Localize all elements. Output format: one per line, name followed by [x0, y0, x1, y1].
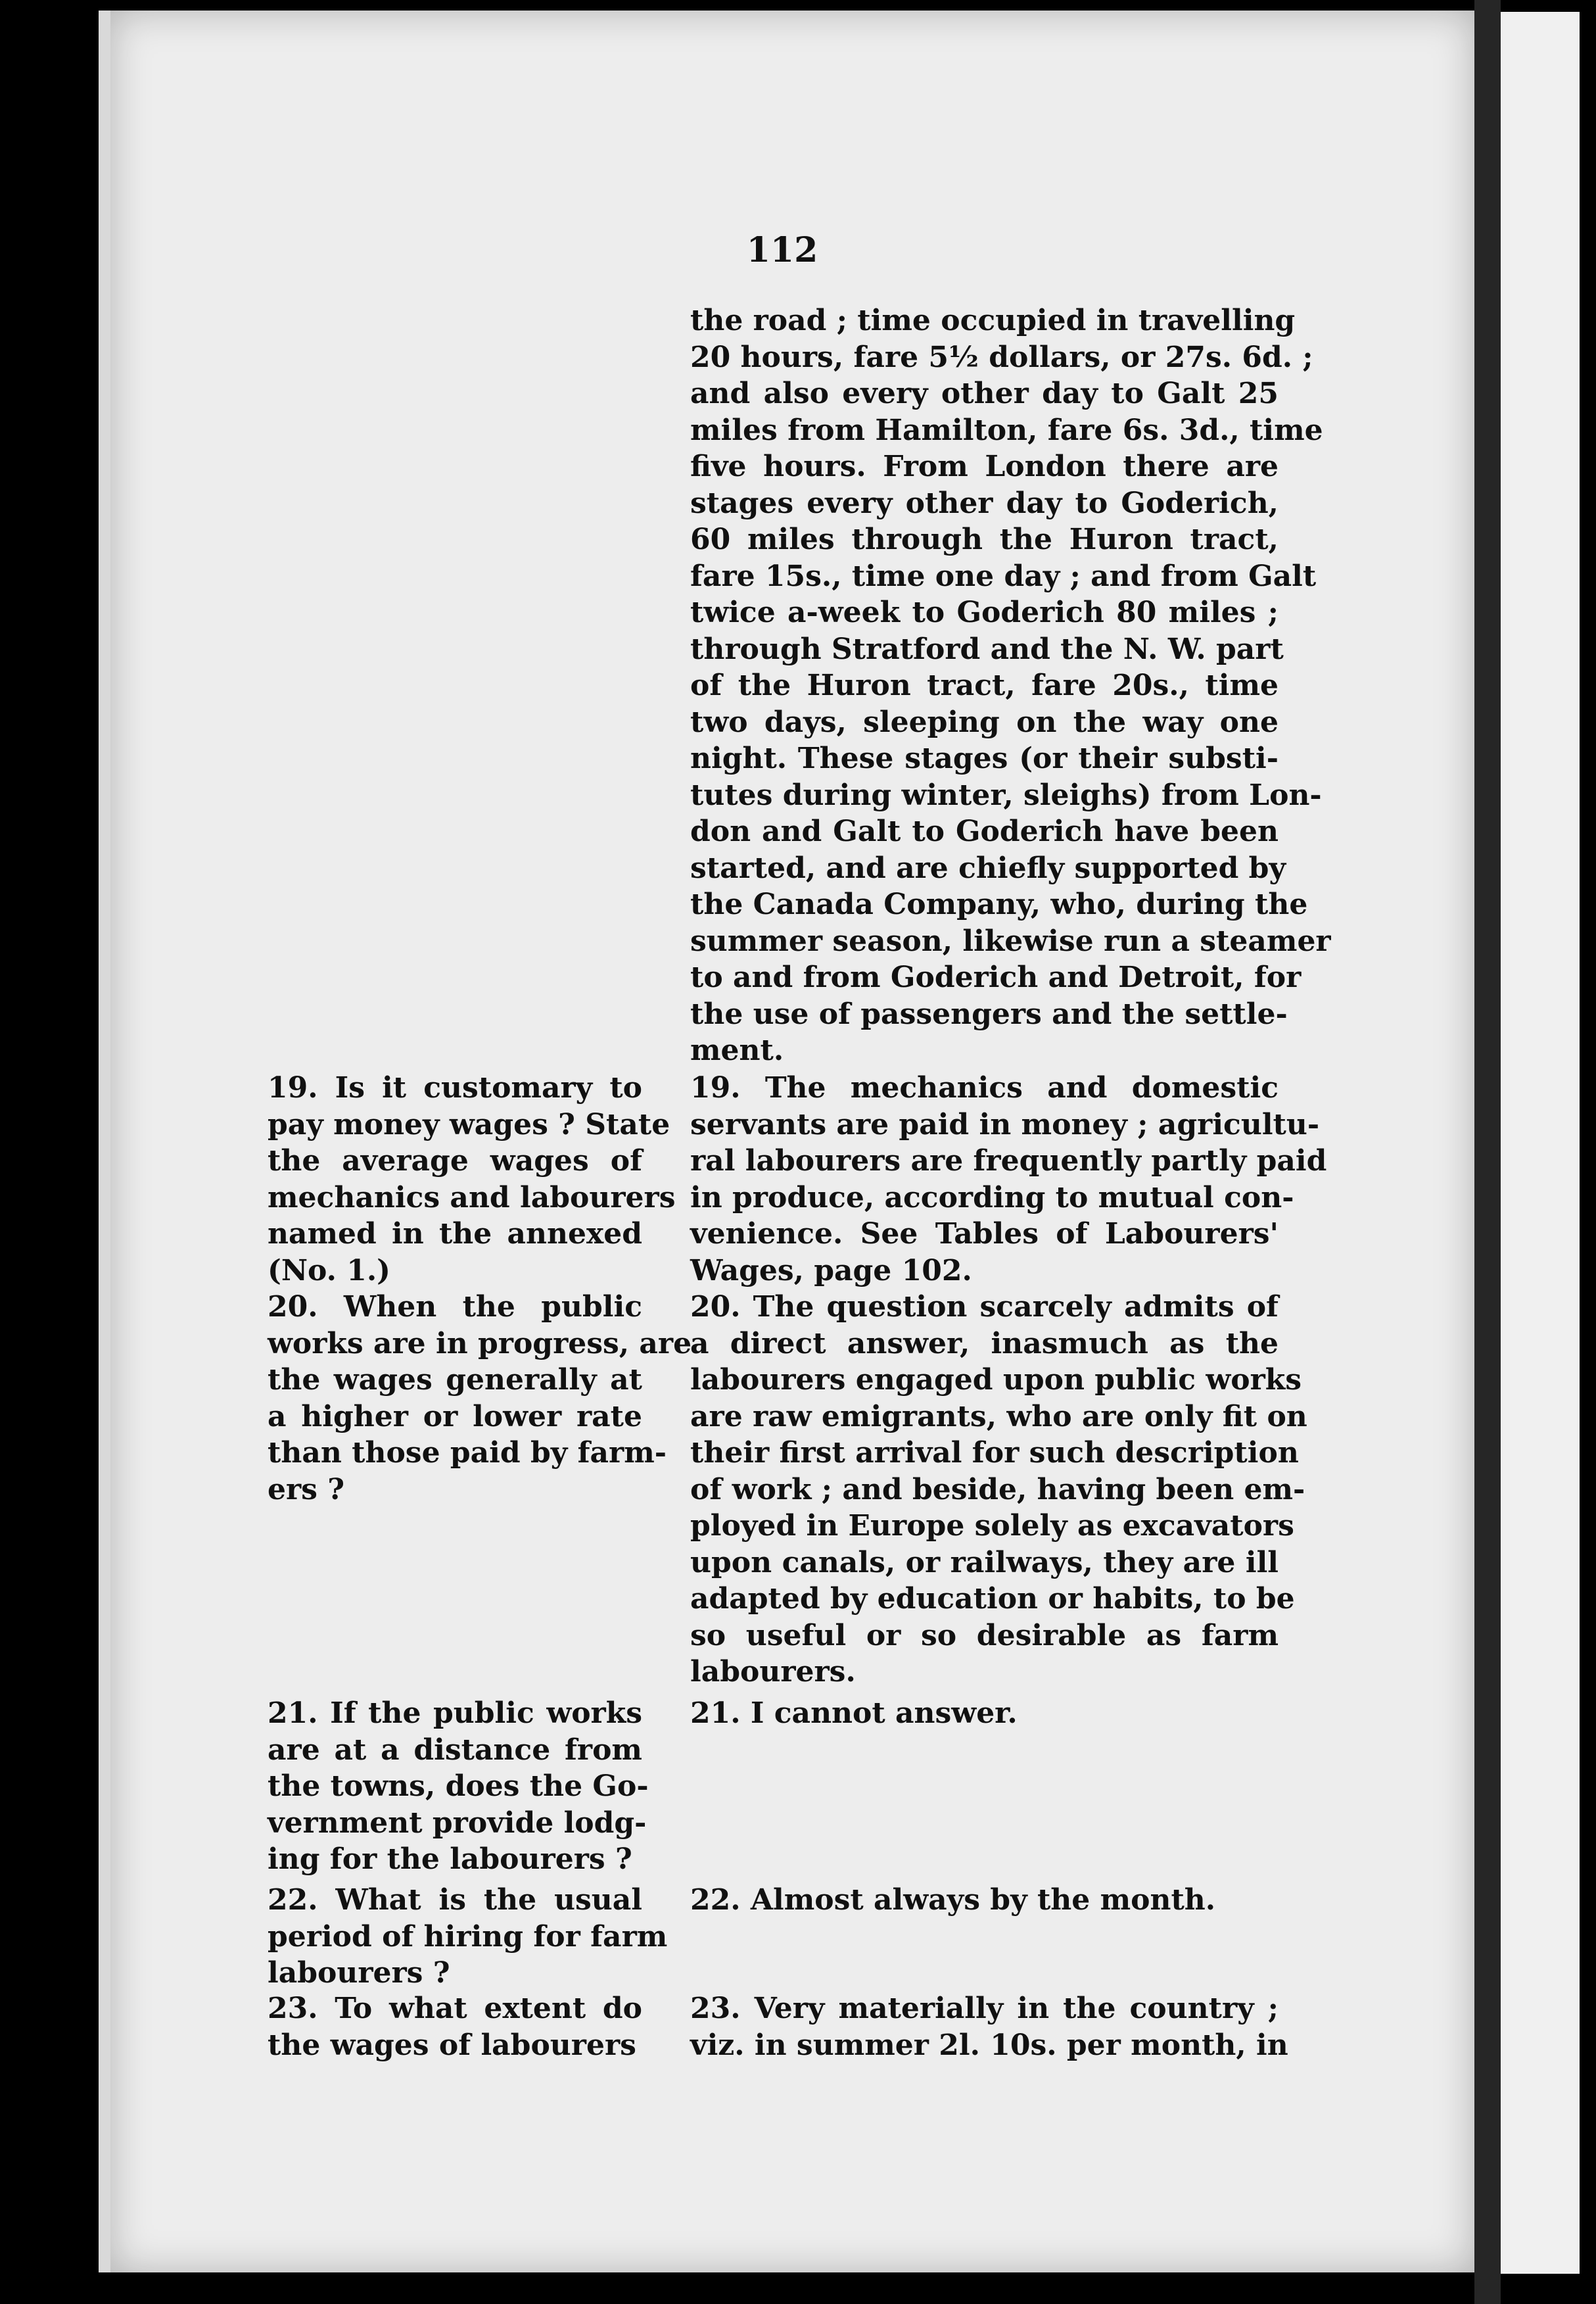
- page-number: 112: [746, 230, 818, 270]
- text-line: ing for the labourers ?: [268, 1842, 632, 1876]
- text-line: the Canada Company, who, during the: [690, 888, 1308, 921]
- answer-text: [690, 1695, 1279, 1732]
- answer-20: [690, 1289, 1307, 1691]
- text-line: 19. Is it customary to: [268, 1071, 642, 1105]
- text-line: viz. in summer 2l. 10s. per month, in: [690, 2028, 1288, 2062]
- text-line: ployed in Europe solely as excavators: [690, 1509, 1294, 1543]
- text-line: night. These stages (or their substi-: [690, 742, 1279, 775]
- text-line: a higher or lower rate: [268, 1399, 642, 1433]
- text-line: and also every other day to Galt 25: [690, 377, 1279, 410]
- text-line: the average wages of: [268, 1144, 642, 1178]
- question-text: [268, 1882, 668, 1992]
- text-line: through Stratford and the N. W. part: [690, 632, 1284, 666]
- text-line: are raw emigrants, who are only fit on: [690, 1399, 1307, 1433]
- answer-23: [690, 1990, 1288, 2063]
- text-line: the road ; time occupied in travelling: [690, 304, 1296, 337]
- text-line: vernment provide lodg-: [268, 1806, 647, 1840]
- answer-21: [690, 1695, 1279, 1732]
- question-22: [268, 1882, 668, 1992]
- text-line: 20. The question scarcely admits of: [690, 1290, 1279, 1324]
- answer-19: [690, 1070, 1327, 1289]
- text-line: 23. Very materially in the country ;: [690, 1992, 1279, 2025]
- text-line: venience. See Tables of Labourers': [690, 1217, 1279, 1251]
- answer-text: [690, 1070, 1327, 1289]
- text-line: adapted by education or habits, to be: [690, 1582, 1295, 1616]
- answer-text: [690, 1882, 1279, 1919]
- text-line: upon canals, or railways, they are ill: [690, 1545, 1279, 1579]
- text-line: five hours. From London there are: [690, 450, 1279, 483]
- text-line: pay money wages ? State: [268, 1107, 670, 1141]
- text-line: mechanics and labourers: [268, 1180, 676, 1214]
- question-text: [268, 1990, 642, 2063]
- question-text: [268, 1289, 692, 1508]
- answer-22: [690, 1882, 1279, 1919]
- text-line: ers ?: [268, 1472, 345, 1506]
- text-line: of work ; and beside, having been em-: [690, 1472, 1305, 1506]
- facing-page-edge: [1501, 12, 1580, 2274]
- question-23: [268, 1990, 642, 2063]
- question-21: [268, 1695, 649, 1878]
- text-line: stages every other day to Goderich,: [690, 486, 1279, 520]
- text-line: labourers engaged upon public works: [690, 1363, 1302, 1397]
- page-gutter: [1474, 0, 1501, 2304]
- text-line: labourers ?: [268, 1956, 450, 1990]
- text-line: the towns, does the Go-: [268, 1769, 649, 1803]
- text-line: 22. Almost always by the month.: [690, 1883, 1216, 1917]
- text-line: two days, sleeping on the way one: [690, 705, 1279, 739]
- text-line: 21. If the public works: [268, 1696, 642, 1730]
- page-left-edge: [99, 11, 110, 2272]
- text-line: tutes during winter, sleighs) from Lon-: [690, 778, 1322, 812]
- text-line: twice a-week to Goderich 80 miles ;: [690, 596, 1279, 629]
- text-line: labourers.: [690, 1655, 856, 1689]
- text-line: works are in progress, are: [268, 1326, 692, 1360]
- text-line: don and Galt to Goderich have been: [690, 815, 1279, 848]
- text-line: 21. I cannot answer.: [690, 1696, 1018, 1730]
- text-line: are at a distance from: [268, 1733, 642, 1767]
- text-line: named in the annexed: [268, 1217, 642, 1251]
- text-line: miles from Hamilton, fare 6s. 3d., time: [690, 413, 1323, 447]
- text-line: a direct answer, inasmuch as the: [690, 1326, 1279, 1360]
- text-line: the use of passengers and the settle-: [690, 997, 1288, 1031]
- text-line: servants are paid in money ; agricultu-: [690, 1107, 1320, 1141]
- continuation-paragraph: [690, 302, 1331, 1069]
- question-19: [268, 1070, 676, 1289]
- question-text: [268, 1695, 649, 1878]
- answer-text: [690, 1990, 1288, 2063]
- question-20: [268, 1289, 692, 1508]
- text-line: so useful or so desirable as farm: [690, 1618, 1279, 1652]
- text-line: Wages, page 102.: [690, 1253, 972, 1287]
- text-line: the wages generally at: [268, 1363, 642, 1397]
- text-line: 20. When the public: [268, 1290, 642, 1324]
- answer-text: [690, 1289, 1307, 1691]
- text-line: 60 miles through the Huron tract,: [690, 523, 1279, 556]
- text-line: 20 hours, fare 5½ dollars, or 27s. 6d. ;: [690, 340, 1313, 374]
- text-line: period of hiring for farm: [268, 1919, 668, 1954]
- text-line: to and from Goderich and Detroit, for: [690, 961, 1302, 994]
- continuation-text: [690, 302, 1331, 1069]
- text-line: ral labourers are frequently partly paid: [690, 1144, 1327, 1178]
- text-line: the wages of labourers: [268, 2028, 636, 2062]
- text-line: their first arrival for such description: [690, 1436, 1299, 1470]
- text-line: than those paid by farm-: [268, 1436, 667, 1470]
- text-line: 19. The mechanics and domestic: [690, 1071, 1279, 1105]
- text-line: ment.: [690, 1034, 784, 1067]
- text-line: (No. 1.): [268, 1253, 390, 1287]
- text-line: fare 15s., time one day ; and from Galt: [690, 559, 1317, 593]
- text-line: started, and are chiefly supported by: [690, 851, 1286, 885]
- text-line: in produce, according to mutual con-: [690, 1180, 1294, 1214]
- text-line: 23. To what extent do: [268, 1992, 642, 2025]
- text-line: summer season, likewise run a steamer: [690, 924, 1331, 958]
- text-line: 22. What is the usual: [268, 1883, 642, 1917]
- question-text: [268, 1070, 676, 1289]
- text-line: of the Huron tract, fare 20s., time: [690, 669, 1279, 702]
